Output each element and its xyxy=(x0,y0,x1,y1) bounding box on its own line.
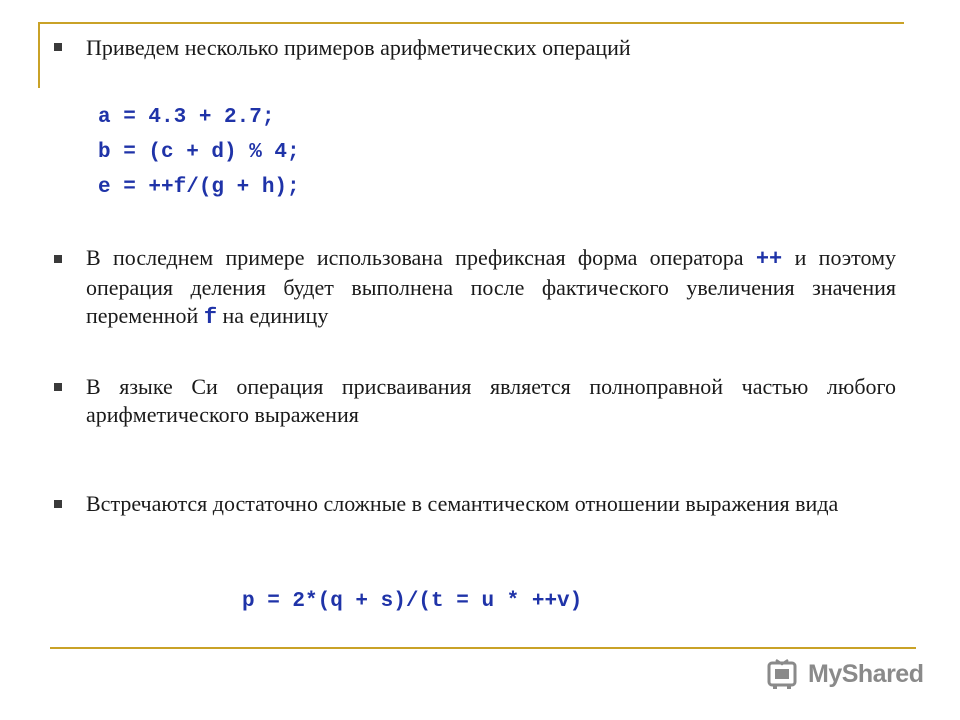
bullet-marker-3 xyxy=(54,383,62,391)
complex-expression-code: p = 2*(q + s)/(t = u * ++v) xyxy=(242,590,583,613)
code-line-2: b = (c + d) % 4; xyxy=(98,141,300,164)
myshared-logo-text: MyShared xyxy=(808,659,924,688)
bullet-marker-2 xyxy=(54,255,62,263)
left-accent-line xyxy=(38,22,40,88)
bullet-marker-4 xyxy=(54,500,62,508)
bullet-text-2 xyxy=(86,244,896,332)
myshared-logo-icon xyxy=(766,657,800,691)
bullet-text-1: Приведем несколько примеров арифметических операций xyxy=(86,35,631,60)
bullet2-text-b: и поэтому операция деления будет выполнена после фактического увеличения значения переменной xyxy=(86,245,896,328)
prefix-operator-code: ++ xyxy=(755,247,783,272)
code-line-1: a = 4.3 + 2.7; xyxy=(98,106,275,129)
bullet2-text-a: В последнем примере использована префиксная форма оператора xyxy=(86,245,756,270)
code-line-3: e = ++f/(g + h); xyxy=(98,176,300,199)
bullet-text-3: В языке Си операция присваивания является полноправной частью любого арифметического выражения xyxy=(86,374,896,427)
top-divider xyxy=(38,22,904,24)
myshared-watermark xyxy=(766,652,923,696)
bullet2-text-c: на единицу xyxy=(217,303,329,328)
bullet-marker-1 xyxy=(54,43,62,51)
variable-f-code: f xyxy=(203,305,218,330)
bottom-divider xyxy=(50,647,916,649)
bullet-text-4: Встречаются достаточно сложные в семантическом отношении выражения вида xyxy=(86,491,839,516)
